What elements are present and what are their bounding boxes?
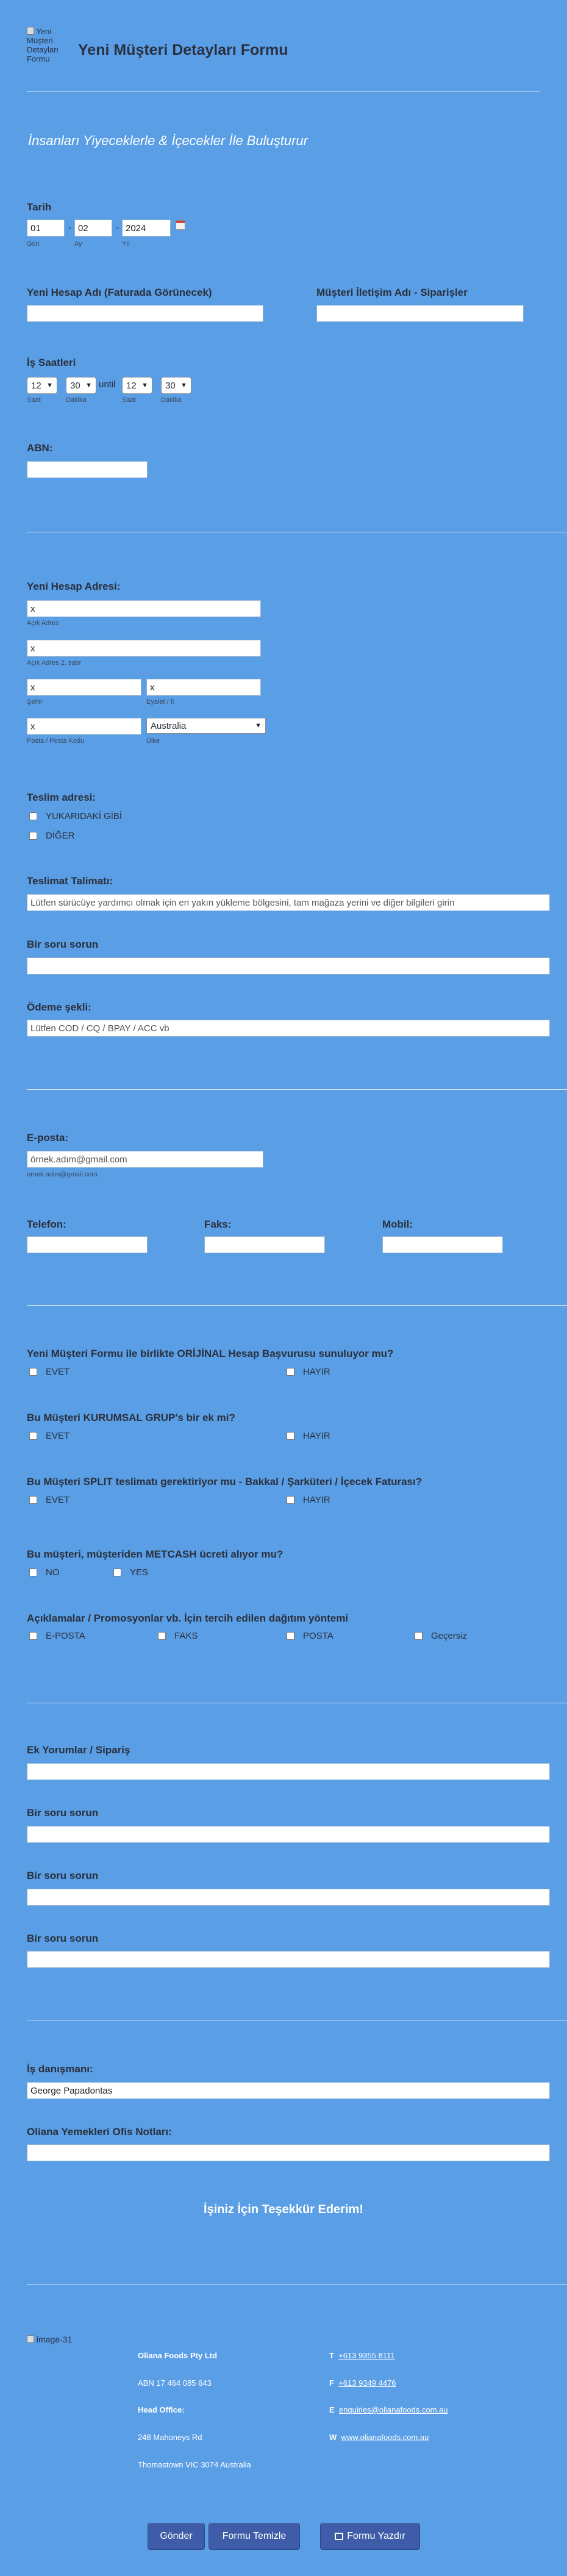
email-link[interactable]: enquiries@olianafoods.com.au bbox=[338, 2405, 448, 2414]
footer-image bbox=[27, 2334, 72, 2344]
street-input[interactable] bbox=[27, 600, 261, 617]
payment-label: Ödeme şekli: bbox=[27, 1001, 91, 1013]
phone-link[interactable]: +613 9355 8111 bbox=[338, 2351, 395, 2360]
account-name-label: Yeni Hesap Adı (Faturada Görünecek) bbox=[27, 287, 212, 298]
from-hour-select[interactable]: 12 ▼ bbox=[27, 377, 57, 394]
date-month-input[interactable] bbox=[74, 220, 112, 237]
question4-label: Bir soru sorun bbox=[27, 1933, 99, 1944]
advisor-input[interactable] bbox=[27, 2082, 550, 2099]
question2-input[interactable] bbox=[27, 1826, 550, 1843]
footer-fax: F +613 9349 4476 bbox=[329, 2378, 396, 2388]
office-city: Thomastown VIC 3074 Australia bbox=[138, 2460, 251, 2469]
to-hour-sublabel: Saat bbox=[122, 396, 136, 404]
checkbox[interactable] bbox=[287, 1496, 294, 1504]
comments-label: Ek Yorumlar / Sipariş bbox=[27, 1744, 130, 1756]
state-sublabel: Eyalet / İl bbox=[146, 698, 174, 706]
abn-input[interactable] bbox=[27, 461, 148, 478]
original-yes-option[interactable]: EVET bbox=[29, 1367, 70, 1377]
footer-image-alt: image-31 bbox=[36, 2334, 73, 2344]
split-yes-option[interactable]: EVET bbox=[29, 1495, 70, 1505]
date-label: Tarih bbox=[27, 201, 52, 213]
contact-name-input[interactable] bbox=[316, 305, 524, 322]
mobile-label: Mobil: bbox=[382, 1218, 413, 1230]
metcash-label: Bu müşteri, müşteriden METCASH ücreti alıyor mu? bbox=[27, 1548, 284, 1560]
split-delivery-label: Bu Müşteri SPLIT teslimatı gerektiriyor mu - Bakkal / Şarküteri / İçecek Faturası? bbox=[27, 1476, 423, 1487]
broken-image-icon bbox=[27, 2335, 34, 2343]
delivery-same-option[interactable]: YUKARIDAKİ GİBİ bbox=[29, 811, 122, 821]
original-no-option[interactable]: HAYIR bbox=[287, 1367, 330, 1377]
fax-input[interactable] bbox=[204, 1236, 325, 1253]
office-street: 248 Mahoneys Rd bbox=[138, 2433, 202, 2442]
chevron-down-icon: ▼ bbox=[180, 382, 187, 389]
footer-phone: T +613 9355 8111 bbox=[329, 2351, 395, 2360]
question1-input[interactable] bbox=[27, 957, 550, 975]
delivery-instructions-input[interactable] bbox=[27, 894, 550, 911]
fax-link[interactable]: +613 9349 4476 bbox=[338, 2378, 396, 2388]
office-notes-label: Oliana Yemekleri Ofis Notları: bbox=[27, 2126, 172, 2138]
from-hour-sublabel: Saat bbox=[27, 396, 41, 404]
from-minute-sublabel: Dakika bbox=[66, 396, 87, 404]
company-abn: ABN 17 464 085 643 bbox=[138, 2378, 212, 2388]
chevron-down-icon: ▼ bbox=[85, 382, 92, 389]
question1-label: Bir soru sorun bbox=[27, 939, 99, 950]
date-month-sublabel: Ay bbox=[74, 240, 82, 248]
phone-label: Telefon: bbox=[27, 1218, 66, 1230]
postal-sublabel: Posta / Posta Kodu bbox=[27, 737, 85, 745]
question3-label: Bir soru sorun bbox=[27, 1870, 99, 1881]
street-sublabel: Açık Adres bbox=[27, 620, 59, 627]
checkbox[interactable] bbox=[415, 1632, 423, 1640]
checkbox[interactable] bbox=[29, 1496, 37, 1504]
state-input[interactable] bbox=[146, 679, 261, 696]
checkbox[interactable] bbox=[29, 832, 37, 840]
checkbox[interactable] bbox=[29, 1432, 37, 1440]
from-minute-select[interactable]: 30 ▼ bbox=[66, 377, 96, 394]
tagline: İnsanları Yiyeceklerle & İçecekler İle Buluşturur bbox=[28, 133, 308, 148]
fax-label: Faks: bbox=[204, 1218, 232, 1230]
distribution-method-label: Açıklamalar / Promosyonlar vb. İçin tercih edilen dağıtım yöntemi bbox=[27, 1612, 349, 1624]
checkbox[interactable] bbox=[287, 1368, 294, 1376]
section-divider bbox=[27, 1089, 567, 1090]
payment-input[interactable] bbox=[27, 1020, 550, 1037]
to-hour-select[interactable]: 12 ▼ bbox=[122, 377, 152, 394]
section-divider bbox=[27, 2284, 567, 2285]
distribution-fax-option[interactable]: FAKS bbox=[158, 1631, 198, 1641]
distribution-none-option[interactable]: Geçersiz bbox=[415, 1631, 467, 1641]
question3-input[interactable] bbox=[27, 1889, 550, 1906]
to-minute-select[interactable]: 30 ▼ bbox=[161, 377, 191, 394]
date-separator: - bbox=[116, 223, 119, 233]
page-title: Yeni Müşteri Detayları Formu bbox=[78, 41, 288, 59]
logo-alt-text: Yeni Müşteri Detayları Formu bbox=[27, 27, 59, 63]
checkbox[interactable] bbox=[29, 812, 37, 820]
calendar-icon[interactable] bbox=[176, 220, 185, 230]
corporate-no-option[interactable]: HAYIR bbox=[287, 1431, 330, 1441]
email-sublabel: ornek.adim@gmail.com bbox=[27, 1171, 98, 1178]
delivery-address-label: Teslim adresi: bbox=[27, 792, 96, 803]
delivery-other-option[interactable]: DİĞER bbox=[29, 831, 75, 841]
mobile-input[interactable] bbox=[382, 1236, 503, 1253]
checkbox[interactable] bbox=[29, 1368, 37, 1376]
date-separator: - bbox=[68, 223, 71, 233]
date-day-input[interactable] bbox=[27, 220, 65, 237]
head-office-label: Head Office: bbox=[138, 2405, 185, 2414]
email-label: E-posta: bbox=[27, 1132, 68, 1143]
web-link[interactable]: www.olianafoods.com.au bbox=[341, 2433, 429, 2442]
footer-email: E enquiries@olianafoods.com.au bbox=[329, 2405, 448, 2414]
chevron-down-icon: ▼ bbox=[46, 382, 53, 389]
country-sublabel: Ülke bbox=[146, 737, 160, 745]
date-year-input[interactable] bbox=[122, 220, 171, 237]
metcash-no-option[interactable]: NO bbox=[29, 1567, 60, 1578]
address-label: Yeni Hesap Adresi: bbox=[27, 581, 121, 592]
logo-image bbox=[27, 27, 71, 76]
checkbox[interactable] bbox=[29, 1632, 37, 1640]
office-notes-input[interactable] bbox=[27, 2144, 550, 2161]
city-input[interactable] bbox=[27, 679, 141, 696]
postal-input[interactable] bbox=[27, 718, 141, 735]
split-no-option[interactable]: HAYIR bbox=[287, 1495, 330, 1505]
chevron-down-icon: ▼ bbox=[141, 382, 148, 389]
hours-label: İş Saatleri bbox=[27, 357, 76, 368]
printer-icon bbox=[335, 2533, 343, 2540]
date-year-sublabel: Yıl bbox=[122, 240, 130, 248]
question4-input[interactable] bbox=[27, 1951, 550, 1968]
question2-label: Bir soru sorun bbox=[27, 1807, 99, 1819]
print-form-button[interactable] bbox=[320, 2523, 420, 2550]
comments-input[interactable] bbox=[27, 1763, 550, 1780]
company-name: Oliana Foods Pty Ltd bbox=[138, 2351, 218, 2360]
account-name-input[interactable] bbox=[27, 305, 263, 322]
section-divider bbox=[27, 1305, 567, 1306]
date-day-sublabel: Gün bbox=[27, 240, 40, 248]
until-text: until bbox=[99, 379, 116, 390]
advisor-label: İş danışmanı: bbox=[27, 2063, 93, 2075]
checkbox[interactable] bbox=[158, 1632, 166, 1640]
checkbox[interactable] bbox=[29, 1569, 37, 1576]
email-input[interactable] bbox=[27, 1151, 263, 1168]
distribution-email-option[interactable]: E-POSTA bbox=[29, 1631, 85, 1641]
corporate-group-label: Bu Müşteri KURUMSAL GRUP's bir ek mi? bbox=[27, 1412, 235, 1423]
to-minute-sublabel: Dakika bbox=[161, 396, 182, 404]
footer-web: W www.olianafoods.com.au bbox=[329, 2433, 429, 2442]
abn-label: ABN: bbox=[27, 442, 53, 454]
original-application-label: Yeni Müşteri Formu ile birlikte ORİJİNAL Hesap Başvurusu sunuluyor mu? bbox=[27, 1348, 394, 1359]
clear-form-button[interactable]: Formu Temizle bbox=[209, 2523, 300, 2550]
broken-image-icon bbox=[27, 27, 34, 35]
distribution-post-option[interactable]: POSTA bbox=[287, 1631, 333, 1641]
checkbox[interactable] bbox=[287, 1632, 294, 1640]
thanks-text: İşiniz İçin Teşekkür Ederim! bbox=[204, 2203, 363, 2216]
print-form-label: Formu Yazdır bbox=[347, 2531, 405, 2541]
delivery-instructions-label: Teslimat Talimatı: bbox=[27, 875, 113, 887]
corporate-yes-option[interactable]: EVET bbox=[29, 1431, 70, 1441]
city-sublabel: Şehir bbox=[27, 698, 43, 706]
metcash-yes-option[interactable]: YES bbox=[113, 1567, 148, 1578]
contact-name-label: Müşteri İletişim Adı - Siparişler bbox=[316, 287, 468, 298]
country-select[interactable]: Australia ▼ bbox=[146, 718, 266, 734]
submit-button[interactable]: Gönder bbox=[148, 2523, 205, 2550]
phone-input[interactable] bbox=[27, 1236, 148, 1253]
street2-sublabel: Açık Adres 2. satır bbox=[27, 659, 82, 667]
header-divider bbox=[27, 91, 540, 92]
checkbox[interactable] bbox=[287, 1432, 294, 1440]
checkbox[interactable] bbox=[113, 1569, 121, 1576]
chevron-down-icon: ▼ bbox=[255, 722, 262, 729]
street2-input[interactable] bbox=[27, 640, 261, 657]
